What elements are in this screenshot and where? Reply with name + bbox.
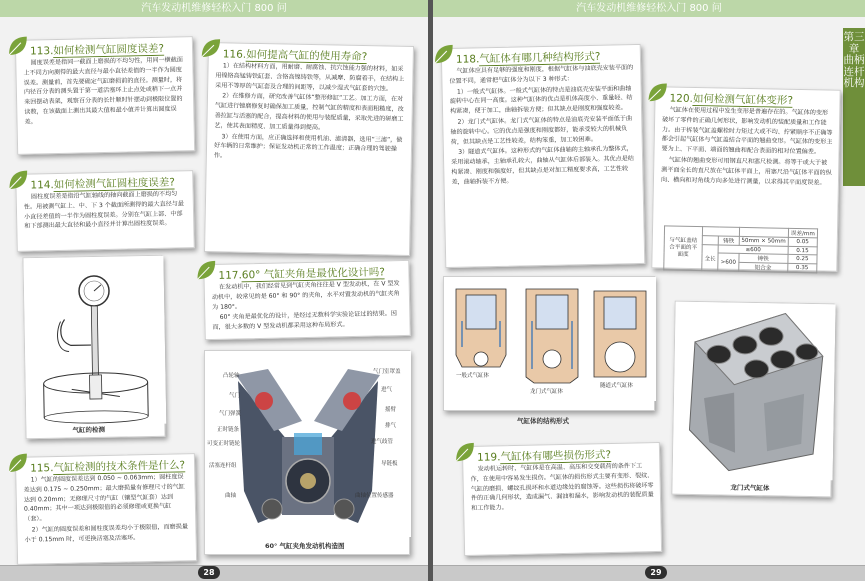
leaf-icon	[200, 37, 222, 59]
engine-label: 活塞连杆组	[209, 463, 237, 469]
table-cell: 50mm × 50mm	[739, 236, 788, 246]
q116-title: 116.如何提高气缸的使用寿命?	[222, 48, 368, 64]
engine-label: 曲轴	[225, 493, 237, 499]
q114-card	[15, 170, 195, 252]
table-cell: 误差/mm	[788, 228, 817, 238]
engine-label: 排气	[385, 423, 397, 429]
q118-title: 118.气缸体有哪几种结构形式?	[455, 50, 601, 66]
q120-title: 120.如何检测气缸体变形?	[669, 92, 794, 107]
q117-title: 117.60° 气缸夹角是最优化设计吗?	[218, 266, 385, 282]
q117-card	[203, 260, 411, 340]
table-cell: 全长	[702, 245, 719, 271]
engine-label: 进气歧管	[371, 439, 394, 445]
engine-label: 曲轴位置传感器	[355, 493, 394, 499]
q117-text: 在发动机中，我们经常见到气缸夹角往往是 V 型发动机，在 V 型发动机中，较常见的是 60° 和 90° 的夹角，水平对置发动机的气缸夹角为 180°。 60° 夹角是最优化的设计，是经过无数科学实验论证过的结果。因而，很大多数的 V 型发动机都采用这种布局形式。	[211, 280, 400, 332]
table-cell	[702, 236, 718, 245]
v-block-illustration	[673, 302, 836, 481]
engine-label: 摇臂	[385, 407, 397, 413]
block-type-label: 隧道式气缸体	[600, 383, 634, 389]
q115-card	[15, 453, 197, 565]
table-cell: 0.15	[788, 246, 817, 255]
page-number-left: 28	[198, 566, 220, 579]
q119-title: 119.气缸体有哪些损伤形式?	[476, 448, 612, 464]
block-type-label: 一般式气缸体	[456, 373, 490, 379]
engine-label: 可变正时链轮	[207, 441, 241, 447]
table-cell: 0.25	[788, 254, 817, 264]
cylinder-gauge-caption: 气缸的检测	[72, 425, 106, 435]
engine-label: 气门室罩盖	[373, 369, 401, 375]
table-cell: 0.35	[788, 263, 817, 273]
table-cell: >600	[718, 253, 739, 271]
engine-label: 气门	[229, 393, 241, 399]
leaf-icon	[433, 43, 455, 65]
q120-text: 气缸体在使用过程中发生变形是普遍存在的。气缸体的变形破坏了零件的正确几何形状，影响发动机的装配质量和工作能力。由于拆装气缸盖螺栓时力矩过大或不均、拧紧顺序不正确等都会引起气缸体与气缸盖结合平面的翘曲变形。气缸体的变形主要为上、下平面、端面的翘曲和配合表面的相对位置偏差。 气缸体的翘曲变形可用钢直尺和塞尺检测。将等于或大于被测平面全长的直尺放在气缸体平面上，用塞尺沿气缸体平面的纵向、横向和对角线方向多处进行测量，以求得其平面度误差。	[660, 106, 833, 187]
q113-text: 圆度误差是指同一截面上磨损的不均匀性，用同一横截面上不同方向测得的最大直径与最小直径差值的一半作为圆度误差。测量前，首先要确定气缸磨损前的直径。测量时，将内径百分表的测头置于第一道活塞环上止点处或稍下一点并来回摆动表架，观察百分表的长针顺时针摆动到极限位置的读数，在该截面上测出其最大值和最小值并计算出圆度误差。	[23, 56, 184, 126]
q116-text: 1）在结构材料方面，用耐磨、耐腐蚀、抗穴蚀能力强的材料，如采用镍铬高锰铸铁缸套、含铬高镍铸铁等，从减摩、防腐着手，在结构上采用不等厚的气缸套及合理的间距等，以减少湿式气缸套的穴蚀。 2）在维修方面，研究改善气缸体“整形修缸”工艺。加工方面，在对气缸进行镗磨修复时确保加工质量，控制气缸的精度和表面粗糙度，改善拉缸与活塞的配合，提高材料的使用与装配质量，采取先进的研磨工艺，使其表面精度、加工质量得到提高。 3）在使用方面，应正确选择和使用机油、滤清器，选用“三滤”，做好车辆的日常维护；保证发动机正常的工作温度；正确合理的驾驶操作。	[213, 62, 405, 160]
block-types-caption: 气缸体的结构形式	[517, 417, 569, 425]
table-cell: 0.05	[788, 237, 817, 247]
engine-label: 导链板	[381, 461, 398, 467]
q113-title: 113.如何检测气缸圆度误差?	[29, 42, 165, 58]
table-cell: 与气缸盖结合平面的平面度	[664, 226, 703, 271]
engine-label: 气门弹簧	[219, 411, 242, 417]
v-block-caption: 龙门式气缸体	[730, 483, 770, 493]
right-page	[433, 0, 865, 581]
engine-caption: 60° 气缸夹角发动机构造图	[265, 542, 345, 550]
table-cell: 铸铁	[738, 253, 787, 263]
left-page	[0, 0, 428, 581]
chapter-tab[interactable]: 第三章 曲柄连杆机构	[843, 28, 865, 186]
table-cell: ≤600	[718, 245, 788, 254]
engine-label: 进气	[381, 387, 393, 393]
table-cell: 铸铁	[718, 236, 739, 245]
q120-card	[651, 86, 840, 272]
leaf-icon	[454, 441, 476, 463]
q115-title: 115.气缸检测的技术条件是什么?	[30, 459, 186, 475]
right-header: 汽车发动机维修轻松入门 800 问	[433, 0, 865, 17]
q118-card	[441, 44, 646, 268]
q119-card	[462, 442, 662, 556]
q114-title: 114.如何检测气缸圆柱度误差?	[30, 176, 176, 192]
q118-text: 气缸体应具有足够的强度和刚度，根据气缸体与油底壳安装平面的位置不同，通常把气缸体分为以下 3 种形式： 1）一般式气缸体。一般式气缸体的特点是油底壳安装平面和曲轴旋转中心在同一高度。这种气缸体的优点是机体高度小、重量轻、结构紧凑，便于加工，曲轴拆装方便；但其缺点是刚度和强度较差。 2）龙门式气缸体。龙门式气缸体的特点是油底壳安装平面低于曲轴的旋转中心。它的优点是强度和刚度都好，能承受较大的机械负荷，但其缺点是工艺性较差，结构笨重，加工较困难。 3）隧道式气缸体。这种形式的气缸体曲轴的主轴承孔为整体式，采用滚动轴承，主轴承孔较大，曲轴从气缸体后部装入。其优点是结构紧凑、刚度和强度好，但其缺点是对加工精度要求高，工艺性较差，曲轴拆装不方便。	[449, 64, 634, 186]
leaf-icon	[7, 452, 29, 474]
left-header: 汽车发动机维修轻松入门 800 问	[0, 0, 428, 17]
q113-card	[15, 36, 195, 155]
cylinder-gauge-illustration	[23, 256, 166, 426]
leaf-icon	[646, 81, 668, 103]
block-types-figure	[443, 276, 655, 411]
page-number-right: 29	[645, 566, 667, 579]
cylinder-gauge-photo	[22, 255, 165, 439]
q116-card	[204, 42, 414, 256]
block-type-label: 龙门式气缸体	[530, 389, 564, 395]
engine-label: 正时链条	[217, 427, 240, 433]
q119-text: 发动机运转时，气缸体是在高温、高压和交变载荷的条件下工作，在使用中容易发生损伤。气缸体的损伤形式主要有变形、裂纹、气缸的磨损、螺纹孔损坏和水道边缘处的腐蚀等。这些损伤将破坏零件的正确几何形状，造成漏气、漏油和漏水，影响发动机的装配质量和工作能力。	[470, 462, 654, 513]
engine-cutaway-photo	[204, 350, 410, 555]
v-block-photo	[671, 301, 834, 498]
q115-text: 1）气缸的圆度误差达到 0.050 ~ 0.063mm；圆柱度误差达到 0.175 ~ 0.250mm；最大磨损量有修理尺寸的气缸达到 0.20mm；无修理尺寸的气缸（镶型气缸套）达到 0.40mm；其中一项达到极限值的必须修理或更换气缸（套）。 2）气缸的圆度误差和圆柱度误差均小于极限值，而磨损量小于 0.15mm 时，可更换活塞及活塞环。	[23, 473, 189, 544]
leaf-icon	[195, 259, 217, 281]
leaf-icon	[7, 169, 29, 191]
table-cell: 铝合金	[738, 262, 787, 272]
flatness-tolerance-table	[663, 225, 818, 273]
engine-label: 凸轮轴	[223, 373, 240, 379]
q114-text: 圆柱度误差是指沿气缸轴线的轴向截面上磨损的不均匀性。用被测气缸上、中、下 3 个截面所测得的最大直径与最小直径差值的一半作为圆柱度误差。分别在气缸上部、中部和下部测出最大直径和最小直径并计算出圆柱度误差。	[23, 190, 185, 231]
leaf-icon	[7, 35, 29, 57]
